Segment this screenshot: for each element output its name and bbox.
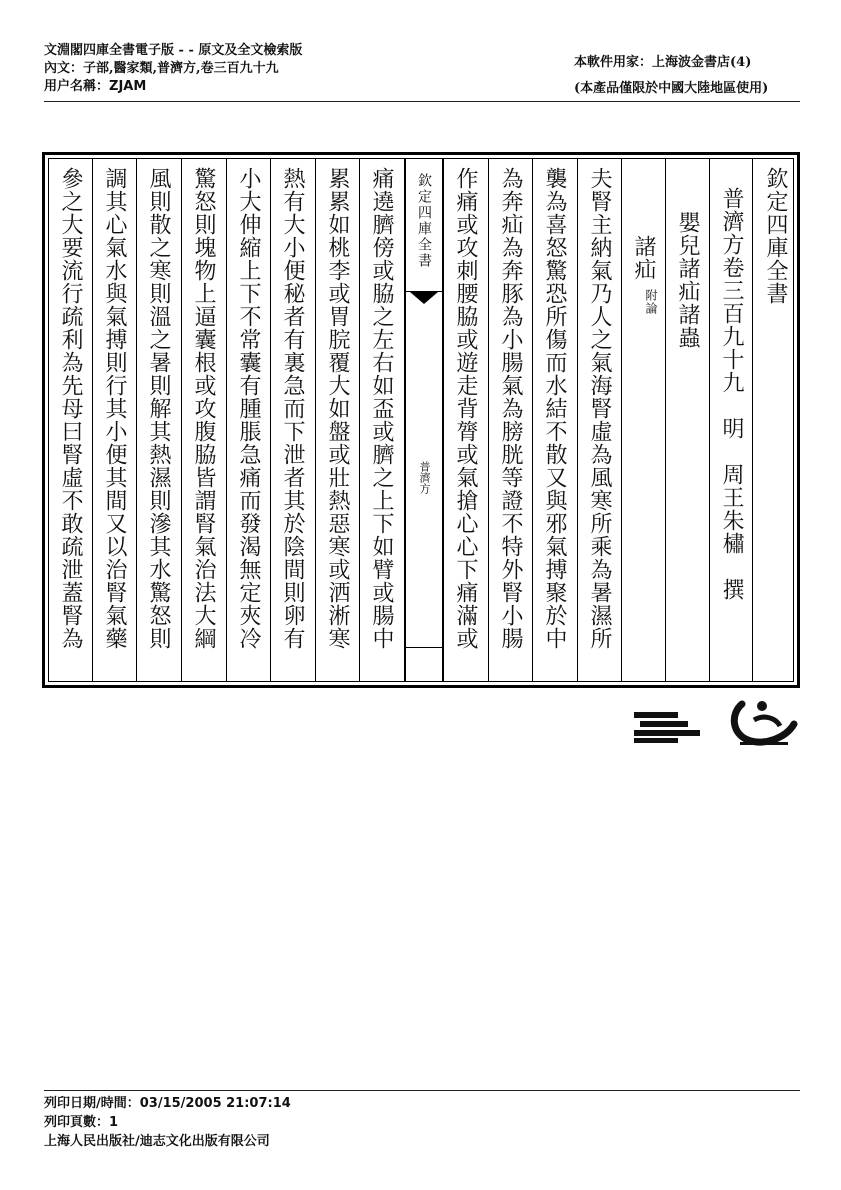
section-heading: 諸疝 [631, 235, 656, 281]
text-column: 驚怒則塊物上逼囊根或攻腹脇皆謂腎氣治法大綱 [181, 159, 226, 681]
book-page [42, 152, 800, 688]
section-heading-column [621, 159, 665, 681]
header-right [574, 50, 768, 102]
footer-publisher: 上海人民出版社/迪志文化出版有限公司 [44, 1134, 270, 1149]
section-note: 附論 [644, 289, 658, 315]
chapter-subtitle: 嬰兒諸疝諸蟲 [675, 211, 700, 349]
logo-bars-icon [634, 712, 700, 743]
book-title: 欽定四庫全書 [763, 167, 788, 305]
header-edition: 文淵閣四庫全書電子版 - - 原文及全文檢索版 [44, 43, 303, 58]
header-user-label: 用户名稱： [44, 79, 110, 94]
text-column: 作痛或攻刺腰脇或遊走背膂或氣搶心心下痛滿或 [453, 167, 478, 650]
text-column: 夫腎主納氣乃人之氣海腎虛為風寒所乘為暑濕所 [577, 159, 621, 681]
header-divider [44, 101, 800, 102]
header-user [44, 78, 302, 96]
text-column: 痛遶臍傍或脇之左右如盃或臍之上下如臂或腸中 [359, 159, 404, 681]
text-column: 調其心氣水與氣搏則行其小便其間又以治腎氣藥 [92, 159, 136, 681]
chapter-title-column [709, 159, 752, 681]
text-column: 襲為喜怒驚恐所傷而水結不散又與邪氣搏聚於中 [532, 159, 577, 681]
text-column: 為奔疝為奔豚為小腸氣為膀胱等證不特外腎小腸 [488, 159, 532, 681]
logo-seal-icon [734, 701, 794, 745]
header-licensee: 本軟件用家：上海波金書店(4) [574, 55, 752, 70]
banxin-bottom-line [406, 647, 442, 648]
header-left [44, 42, 302, 96]
fish-tail-mark [410, 292, 438, 304]
book-title-column [752, 159, 797, 681]
banxin-fold [404, 159, 444, 681]
chapter-subtitle-column [665, 159, 709, 681]
footer [44, 1094, 291, 1151]
book-page-inner [48, 158, 794, 682]
footer-print-pages: 列印頁數：1 [44, 1115, 119, 1130]
text-column: 小大伸縮上下不常囊有腫脹急痛而發渴無定夾冷 [226, 159, 270, 681]
publisher-logo [630, 694, 802, 756]
chapter-title: 普濟方卷三百九十九 明 周王朱橚 撰 [719, 187, 744, 601]
footer-divider [44, 1090, 800, 1091]
header-user-name: ZJAM [109, 79, 147, 94]
text-column: 熱有大小便秘者有裏急而下泄者其於陰間則卵有 [270, 159, 315, 681]
banxin-title: 欽定四庫全書 [416, 173, 432, 269]
header-content-path: 內文：子部,醫家類,普濟方,卷三百九十九 [44, 61, 279, 76]
text-column: 參之大要流行疏利為先母曰腎虛不敢疏泄蓋腎為 [58, 167, 83, 650]
header-region-note: (本產品僅限於中國大陸地區使用) [574, 81, 769, 96]
text-column: 累累如桃李或胃脘覆大如盤或壯熱惡寒或洒淅寒 [315, 159, 359, 681]
banxin-subtitle: 普濟方 [418, 461, 431, 494]
footer-print-date: 列印日期/時間：03/15/2005 21:07:14 [44, 1096, 291, 1111]
text-column: 風則散之寒則溫之暑則解其熱濕則滲其水驚怒則 [136, 159, 181, 681]
